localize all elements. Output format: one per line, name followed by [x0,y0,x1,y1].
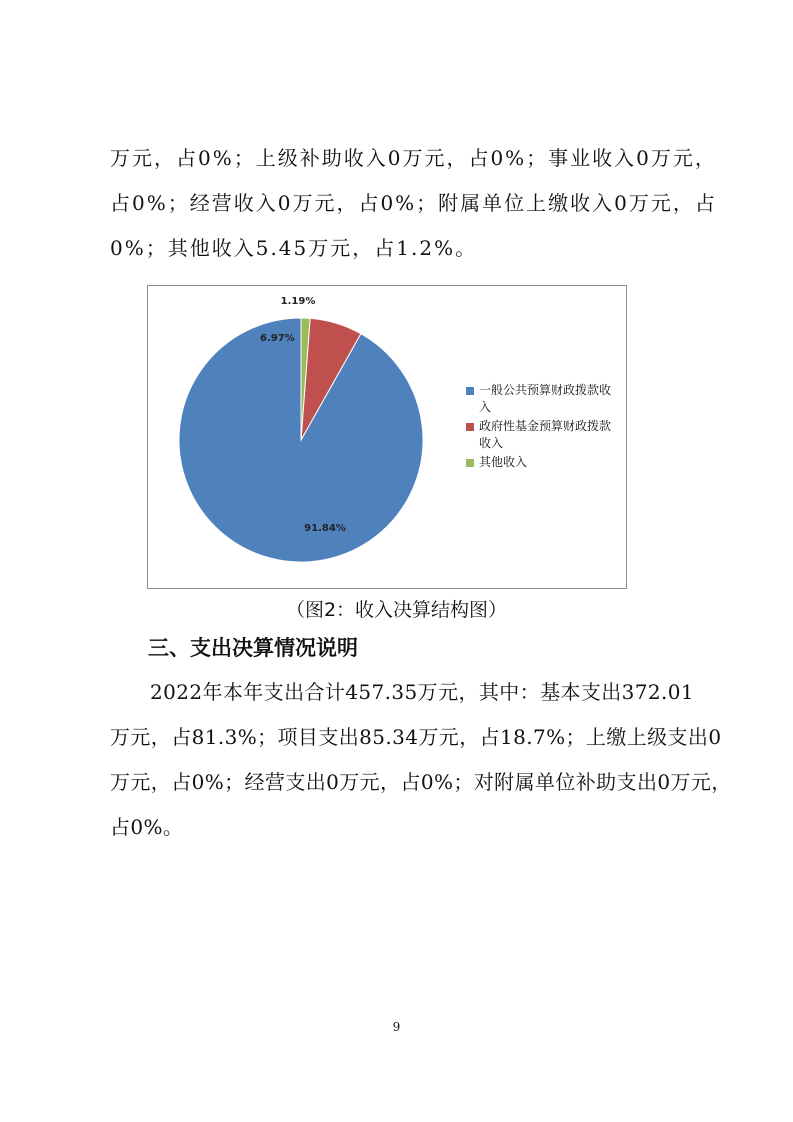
legend-swatch [466,423,474,431]
page-number: 9 [392,1020,401,1034]
income-pie-chart [147,285,627,589]
legend-swatch [466,459,474,467]
legend-label: 政府性基金预算财政拨款收入 [479,419,612,450]
chart-legend [466,382,626,473]
expenditure-paragraph [110,670,732,850]
legend-label: 一般公共预算财政拨款收入 [479,383,612,414]
text-line: 万元，占0%；上级补助收入0万元，占0%；事业收入0万元， [110,146,717,170]
text-line: 2022年本年支出合计457.35万元，其中：基本支出372.01 [150,680,695,704]
section-heading: 三、支出决算情况说明 [148,636,358,660]
slice-data-label: 6.97% [260,333,295,344]
legend-swatch [466,387,474,395]
slice-data-label: 91.84% [304,523,346,534]
legend-item [466,382,626,416]
text-line: 占0%；经营收入0万元，占0%；附属单位上缴收入0万元，占 [110,191,717,215]
figure-caption: （图2：收入决算结构图） [285,599,508,621]
legend-label: 其他收入 [479,455,528,469]
legend-item [466,454,626,471]
slice-data-label: 1.19% [280,296,316,307]
income-paragraph [110,136,717,271]
text-line: 0%；其他收入5.45万元，占1.2%。 [110,236,478,260]
text-line: 万元，占0%；经营支出0万元，占0%；对附属单位补助支出0万元， [110,770,732,794]
legend-item [466,418,626,452]
text-line: 占0%。 [110,815,184,839]
text-line: 万元，占81.3%；项目支出85.34万元，占18.7%；上缴上级支出0 [110,725,722,749]
